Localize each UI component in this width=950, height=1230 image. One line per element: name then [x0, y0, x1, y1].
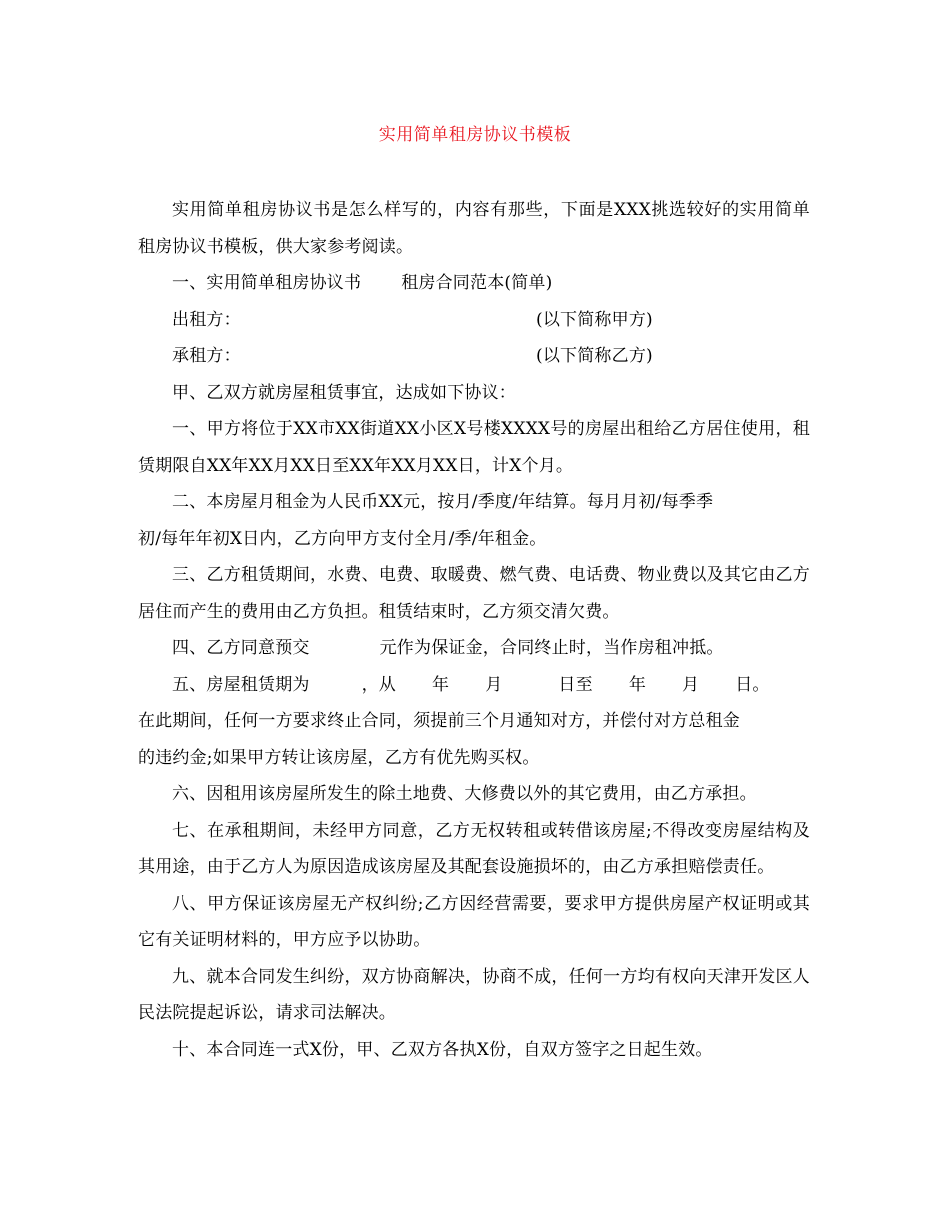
clause-5-day-to: 日至: [558, 674, 593, 695]
clause-4: [138, 630, 810, 667]
clause-5-line-2: 在此期间，任何一方要求终止合同，须提前三个月通知对方，并偿付对方总租金: [138, 711, 740, 731]
clause-7: 七、在承租期间，未经甲方同意，乙方无权转租或转借该房屋;不得改变房屋结构及其用途，由于乙方人为原因造成该房屋及其配套设施损坏的，由乙方承担赔偿责任。: [138, 820, 810, 877]
clause-3: 三、乙方租赁期间，水费、电费、取暖费、燃气费、电话费、物业费以及其它由乙方居住而产生的费用由乙方负担。租赁结束时，乙方须交清欠费。: [138, 565, 810, 622]
document-title: 实用简单租房协议书模板: [378, 125, 572, 145]
clause-5-year-2: 年: [628, 674, 647, 695]
clause-1: 一、甲方将位于XX市XX街道XX小区X号楼XXXX号的房屋出租给乙方居住使用，租赁期限自XX年XX月XX日至XX年XX月XX日，计X个月。: [138, 419, 810, 476]
clause-5-month-1: 月: [485, 674, 503, 695]
clause-9: 九、就本合同发生纠纷，双方协商解决，协商不成，任何一方均有权向天津开发区人民法院提起诉讼，请求司法解决。: [138, 966, 810, 1023]
document-body: [138, 192, 810, 1068]
lessee-line: [138, 338, 810, 375]
clause-5-line-1: [138, 667, 810, 704]
lessee-note: (以下简称乙方): [536, 346, 653, 366]
clause-10: 十、本合同连一式X份，甲、乙双方各执X份，自双方签字之日起生效。: [172, 1039, 713, 1060]
clause-4-part-a: 四、乙方同意预交: [172, 638, 310, 658]
section-heading-left: 一、实用简单租房协议书: [172, 273, 362, 293]
clause-2-line-2: 初/每年年初X日内，乙方向甲方支付全月/季/年租金。: [138, 528, 547, 549]
clause-2-line-1: 二、本房屋月租金为人民币XX元，按月/季度/年结算。每月月初/每季季: [172, 492, 714, 512]
lessor-note: (以下简称甲方): [536, 309, 653, 330]
clause-5-term: 五、房屋租赁期为: [172, 674, 310, 695]
clause-8: 八、甲方保证该房屋无产权纠纷;乙方因经营需要，要求甲方提供房屋产权证明或其它有关证明材料的，甲方应予以协助。: [138, 893, 810, 950]
lessor-label: 出租方：: [172, 309, 241, 330]
section-heading: [138, 265, 810, 302]
lessee-label: 承租方：: [172, 346, 241, 366]
clause-5-year-1: 年: [432, 674, 450, 695]
lessor-line: [138, 302, 810, 339]
clause-5-month-2: 月: [682, 674, 700, 695]
clause-5-day-end: 日。: [735, 674, 770, 695]
clause-5-line-3: 的违约金;如果甲方转让该房屋，乙方有优先购买权。: [138, 747, 540, 768]
clause-5-from: ，从: [361, 674, 397, 695]
intro-paragraph: 实用简单租房协议书是怎么样写的，内容有那些，下面是XXX挑选较好的实用简单租房协议书模板，供大家参考阅读。: [138, 200, 810, 257]
section-heading-right: 租房合同范本(简单): [401, 273, 553, 293]
clause-4-part-b: 元作为保证金，合同终止时，当作房租冲抵。: [379, 638, 724, 658]
agreement-intro: 甲、乙双方就房屋租赁事宜，达成如下协议：: [172, 382, 516, 403]
clause-6: 六、因租用该房屋所发生的除土地费、大修费以外的其它费用，由乙方承担。: [172, 784, 757, 804]
